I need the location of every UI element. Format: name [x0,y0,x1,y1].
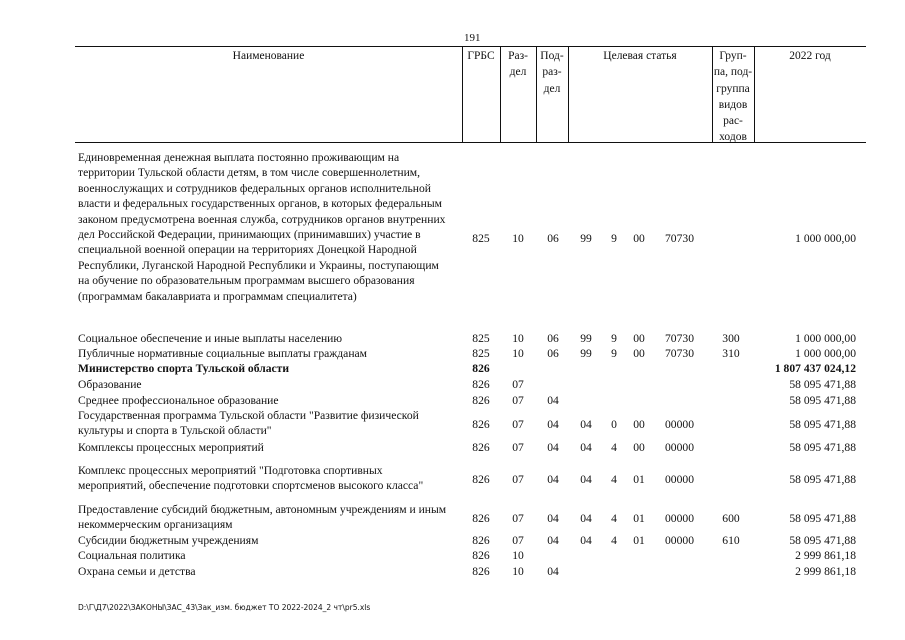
row-podrazdel: 06 [547,347,559,360]
row-cs2: 4 [611,441,617,454]
header-podrazdel: Под- раз- дел [540,50,564,95]
row-name: Комплексы процессных мероприятий [78,441,264,454]
row-podrazdel: 04 [547,418,559,431]
row-name: Министерство спорта Тульской области [78,362,290,375]
header-top-rule [75,46,866,47]
row-name: Публичные нормативные социальные выплаты гражданам [78,347,367,360]
row-grbs: 826 [472,534,490,547]
row-podrazdel: 06 [547,332,559,345]
row-vr: 600 [722,512,740,525]
header-year: 2022 год [789,50,831,62]
row-grbs: 826 [472,549,490,562]
row-razdel: 07 [512,394,524,407]
row-grbs: 826 [472,512,490,525]
row-cs1: 04 [580,512,592,525]
row-razdel: 10 [512,332,524,345]
row-name: Охрана семьи и детства [78,565,196,578]
row-name: Образование [78,378,142,391]
row-podrazdel: 04 [547,512,559,525]
row-podrazdel: 06 [547,232,559,245]
row-vr: 310 [722,347,740,360]
row-grbs: 825 [472,347,490,360]
row-cs1: 99 [580,332,592,345]
row-cs3: 00 [633,418,645,431]
row-grbs: 826 [472,441,490,454]
row-cs2: 9 [611,347,617,360]
row-amount: 2 999 861,18 [795,565,856,578]
row-name: Государственная программа Тульской области "Развитие физической культуры и спорта в Тульской области" [78,409,419,438]
row-name: Субсидии бюджетным учреждениям [78,534,259,547]
row-cs4: 00000 [665,418,694,431]
row-podrazdel: 04 [547,565,559,578]
table-header [75,46,866,143]
row-podrazdel: 04 [547,441,559,454]
row-grbs: 826 [472,378,490,391]
row-amount: 58 095 471,88 [789,473,856,486]
row-cs2: 9 [611,332,617,345]
row-name: Комплекс процессных мероприятий "Подготовка спортивных мероприятий, обеспечение подготовки спортсменов высокого класса" [78,464,424,493]
row-cs2: 9 [611,232,617,245]
header-razdel: Раз- дел [508,50,528,79]
row-grbs: 825 [472,332,490,345]
row-amount: 58 095 471,88 [789,418,856,431]
row-grbs: 826 [472,473,490,486]
row-cs1: 04 [580,441,592,454]
row-amount: 1 000 000,00 [795,347,856,360]
row-amount: 1 000 000,00 [795,232,856,245]
row-cs3: 00 [633,332,645,345]
row-cs4: 00000 [665,441,694,454]
row-podrazdel: 04 [547,473,559,486]
row-name: Предоставление субсидий бюджетным, автономным учреждениям и иным некоммерческим организациям [78,503,447,532]
row-cs3: 00 [633,232,645,245]
row-razdel: 10 [512,232,524,245]
row-name: Единовременная денежная выплата постоянно проживающим на территории Тульской области детям, в том числе совершеннолетним, военнослужащих и сотрудников федеральных органов исполнительной власти и федеральных государственных органов, в которых федеральным законом предусмотрена военная служба, сотрудников органов внутренних дел Российской Федерации, принимающих (принимавших) участие в специальной военной операции на территориях Донецкой Народной Республики, Луганской Народной Республики и Украины, поступающим на обучение по образовательным программам высшего образования (программам бакалавриата и программам специалитета) [78,151,446,303]
row-razdel: 10 [512,565,524,578]
row-amount: 1 807 437 024,12 [774,362,856,375]
row-razdel: 07 [512,473,524,486]
file-path-footer: D:\Г\Д7\2022\ЗАКОНЫ\ЗАС_43\Зак_изм. бюджет ТО 2022-2024_2 чт\pr5.xls [78,603,371,612]
header-name: Наименование [232,50,305,62]
row-grbs: 826 [472,362,490,375]
row-cs2: 4 [611,473,617,486]
row-grbs: 825 [472,232,490,245]
header-grbs: ГРБС [467,50,495,62]
row-podrazdel: 04 [547,534,559,547]
row-cs4: 70730 [665,332,694,345]
row-amount: 58 095 471,88 [789,394,856,407]
row-cs4: 00000 [665,534,694,547]
header-target: Целевая статья [603,50,677,62]
row-amount: 58 095 471,88 [789,378,856,391]
row-amount: 1 000 000,00 [795,332,856,345]
row-amount: 58 095 471,88 [789,441,856,454]
row-cs1: 99 [580,347,592,360]
row-razdel: 10 [512,347,524,360]
row-amount: 58 095 471,88 [789,512,856,525]
row-razdel: 07 [512,378,524,391]
row-razdel: 07 [512,512,524,525]
header-group: Груп- па, под- группа видов рас- ходов [713,50,753,144]
row-cs4: 70730 [665,232,694,245]
row-vr: 610 [722,534,740,547]
row-razdel: 07 [512,418,524,431]
row-amount: 2 999 861,18 [795,549,856,562]
row-razdel: 10 [512,549,524,562]
row-cs1: 99 [580,232,592,245]
row-cs3: 01 [633,512,645,525]
row-name: Социальное обеспечение и иные выплаты населению [78,332,343,345]
row-grbs: 826 [472,394,490,407]
row-amount: 58 095 471,88 [789,534,856,547]
row-cs1: 04 [580,418,592,431]
row-cs4: 70730 [665,347,694,360]
row-cs3: 00 [633,347,645,360]
row-grbs: 826 [472,565,490,578]
row-cs3: 01 [633,534,645,547]
row-razdel: 07 [512,534,524,547]
row-cs3: 00 [633,441,645,454]
row-cs1: 04 [580,473,592,486]
row-cs4: 00000 [665,473,694,486]
row-cs3: 01 [633,473,645,486]
row-grbs: 826 [472,418,490,431]
row-cs2: 0 [611,418,617,431]
row-vr: 300 [722,332,740,345]
row-name: Социальная политика [78,549,186,562]
row-cs2: 4 [611,512,617,525]
row-cs1: 04 [580,534,592,547]
row-cs2: 4 [611,534,617,547]
row-name: Среднее профессиональное образование [78,394,279,407]
row-razdel: 07 [512,441,524,454]
row-cs4: 00000 [665,512,694,525]
page-number: 191 [464,32,481,44]
row-podrazdel: 04 [547,394,559,407]
